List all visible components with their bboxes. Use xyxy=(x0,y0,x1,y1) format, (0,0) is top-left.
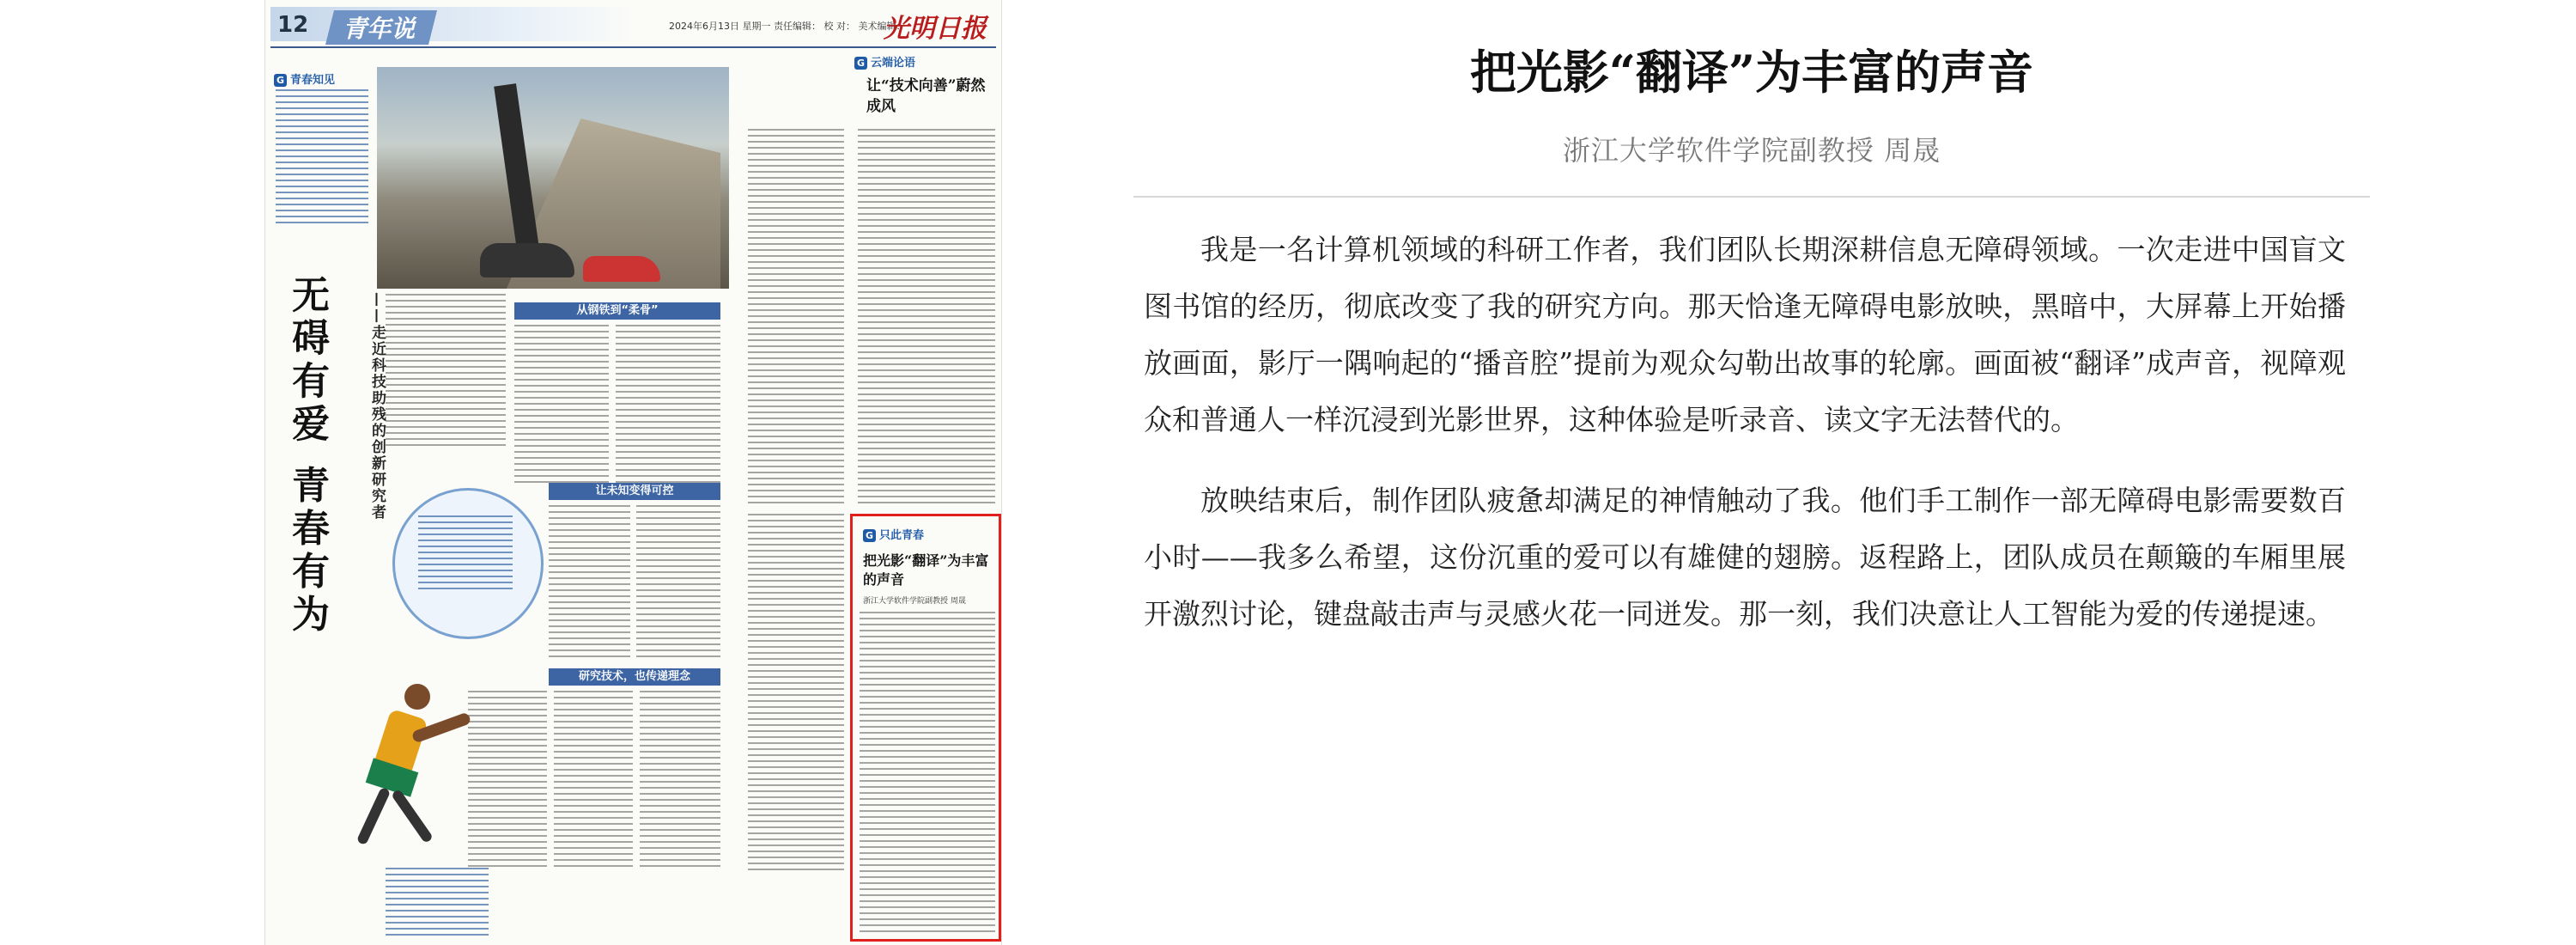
boxed-heading xyxy=(863,526,924,542)
section-heading-1: 从钢铁到“柔骨” xyxy=(514,302,720,320)
headline-vertical: 无碍有爱 青春有为 xyxy=(285,275,329,637)
runner-blade-right xyxy=(391,789,434,844)
left-sidebar-heading xyxy=(274,70,335,87)
body-text-col xyxy=(858,129,995,507)
boxed-body-text xyxy=(860,612,995,934)
photo-shoe xyxy=(480,243,574,277)
article-paragraph: 放映结束后，制作团队疲惫却满足的神情触动了我。他们手工制作一部无障碍电影需要数百小时——我多么希望，这份沉重的爱可以有雄健的翅膀。返程路上，团队成员在颠簸的车厢里展开激烈讨论，键盘敲击声与灵感火花一同迸发。那一刻，我们决意让人工智能为爱的传递提速。 xyxy=(1144,484,2346,631)
quote-text xyxy=(418,515,513,593)
article-title: 把光影“翻译”为丰富的声音 xyxy=(1469,45,2034,100)
article-byline: 浙江大学软件学院副教授 周晟 xyxy=(1562,134,1941,167)
zoomed-article xyxy=(1108,0,2396,945)
boxed-sidebar-label: 只此青春 xyxy=(879,529,925,542)
runner-head xyxy=(404,684,430,710)
newspaper-page xyxy=(264,0,1002,945)
body-text-col xyxy=(748,514,844,875)
title-divider xyxy=(1133,196,2370,198)
header-meta: 2024年6月13日 星期一 责任编辑： 校 对： 美术编辑： xyxy=(669,21,906,32)
g-badge-icon: G xyxy=(863,529,876,542)
runner-illustration xyxy=(334,679,463,850)
boxed-title: 把光影“翻译”为丰富的声音 xyxy=(863,552,989,588)
left-sidebar-label: 青春知见 xyxy=(290,74,336,87)
newspaper-header xyxy=(265,0,1001,53)
column-name: 青年说 xyxy=(325,10,437,45)
section-heading-2: 让未知变得可控 xyxy=(549,483,720,500)
page-number: 12 xyxy=(277,12,309,38)
caption-text xyxy=(386,868,489,936)
body-text-col xyxy=(640,691,720,871)
section-heading-3: 研究技术，也传递理念 xyxy=(549,668,720,686)
right-sidebar-title: 让“技术向善”蔚然成风 xyxy=(866,77,986,115)
left-sidebar-text xyxy=(276,89,368,227)
body-text-col xyxy=(468,691,547,871)
article-body xyxy=(1144,222,2346,667)
body-text-col xyxy=(748,129,844,507)
g-badge-icon: G xyxy=(854,57,867,70)
photo-prosthetic-leg xyxy=(494,83,540,257)
header-rule xyxy=(270,46,996,48)
body-text-col xyxy=(616,325,720,484)
photo-shoe-red xyxy=(583,256,660,282)
right-sidebar-label: 云端论语 xyxy=(871,57,916,70)
right-sidebar-heading xyxy=(854,53,915,70)
article-paragraph: 我是一名计算机领域的科研工作者，我们团队长期深耕信息无障碍领域。一次走进中国盲文图书馆的经历，彻底改变了我的研究方向。那天恰逢无障碍电影放映，黑暗中，大屏幕上开始播放画面，影厅一隅响起的“播音腔”提前为观众勾勒出故事的轮廓。画面被“翻译”成声音，视障观众和普通人一样沉浸到光影世界，这种体验是听录音、读文字无法替代的。 xyxy=(1144,233,2346,436)
body-text-col xyxy=(386,294,506,448)
masthead-logo: 光明日报 xyxy=(884,14,987,44)
runner-blade-left xyxy=(356,787,391,846)
subheadline-vertical: ——走近科技助残的创新研究者 xyxy=(368,292,386,521)
g-badge-icon: G xyxy=(274,74,287,87)
boxed-author: 浙江大学软件学院副教授 周晟 xyxy=(863,597,966,606)
body-text-col xyxy=(554,691,633,871)
great-wall-photo xyxy=(377,67,729,289)
header-band xyxy=(270,7,631,41)
body-text-col xyxy=(636,505,720,660)
body-text-col xyxy=(514,325,609,484)
body-text-col xyxy=(549,505,630,660)
